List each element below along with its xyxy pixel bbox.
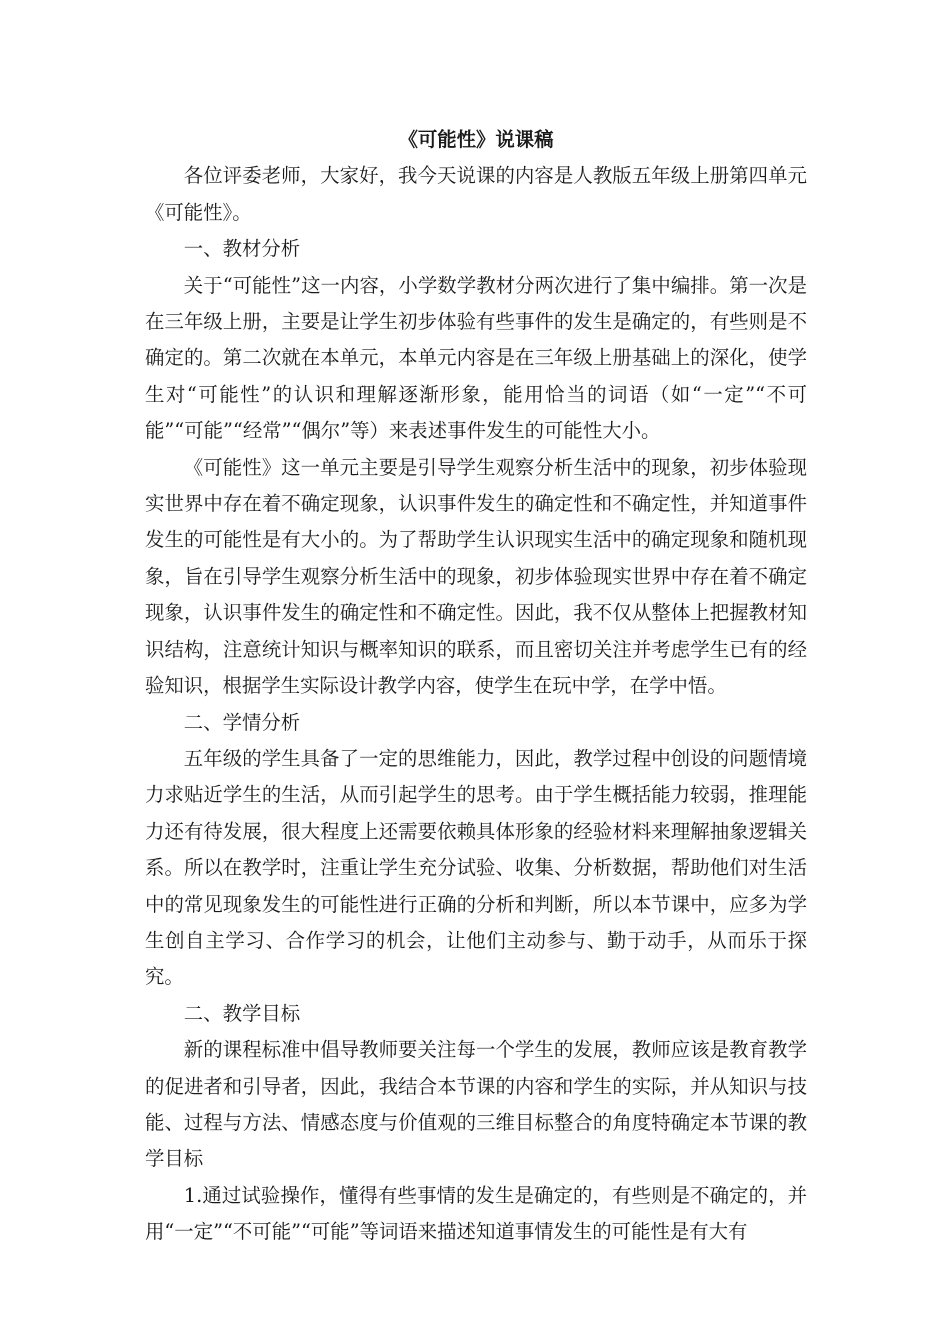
section-heading-student-analysis: 二、学情分析 [183,710,301,734]
document-title: 《可能性》说课稿 [398,128,554,151]
goal-item: 1.通过试验操作，懂得有些事情的发生是确定的，有些则是不确定的，并用“一定”“不可能”“可能”等词语来描述知道事情发生的可能性是有大有 [145,1183,807,1244]
body-paragraph: 《可能性》这一单元主要是引导学生观察分析生活中的现象，初步体验现实世界中存在着不确定现象，认识事件发生的确定性和不确定性，并知道事件发生的可能性是有大小的。为了帮助学生认识现实生活中的确定现象和随机现象，旨在引导学生观察分析生活中的现象，初步体验现实世界中存在着不确定现象，认识事件发生的确定性和不确定性。因此，我不仅从整体上把握教材知识结构，注意统计知识与概率知识的联系，而且密切关注并考虑学生已有的经验知识，根据学生实际设计教学内容，使学生在玩中学，在学中悟。 [145,455,807,698]
body-paragraph: 五年级的学生具备了一定的思维能力，因此，教学过程中创设的问题情境力求贴近学生的生活，从而引起学生的思考。由于学生概括能力较弱，推理能力还有待发展，很大程度上还需要依赖具体形象的经验材料来理解抽象逻辑关系。所以在教学时，注重让学生充分试验、收集、分析数据，帮助他们对生活中的常见现象发生的可能性进行正确的分析和判断，所以本节课中，应多为学生创自主学习、合作学习的机会，让他们主动参与、勤于动手，从而乐于探究。 [145,746,807,989]
section-heading-textbook-analysis: 一、教材分析 [183,237,301,261]
section-heading-teaching-goals: 二、教学目标 [183,1001,301,1025]
document-body [145,122,807,1251]
body-paragraph: 关于“可能性”这一内容，小学数学教材分两次进行了集中编排。第一次是在三年级上册，主要是让学生初步体验有些事件的发生是确定的，有些则是不确定的。第二次就在本单元，本单元内容是在三年级上册基础上的深化，使学生对“可能性”的认识和理解逐渐形象，能用恰当的词语（如“一定”“不可能”“可能”“经常”“偶尔”等）来表述事件发生的可能性大小。 [145,273,807,443]
intro-paragraph: 各位评委老师，大家好，我今天说课的内容是人教版五年级上册第四单元《可能性》。 [145,164,807,224]
body-paragraph: 新的课程标准中倡导教师要关注每一个学生的发展，教师应该是教育教学的促进者和引导者，因此，我结合本节课的内容和学生的实际，并从知识与技能、过程与方法、情感态度与价值观的三维目标整合的角度特确定本节课的教学目标 [145,1038,807,1171]
